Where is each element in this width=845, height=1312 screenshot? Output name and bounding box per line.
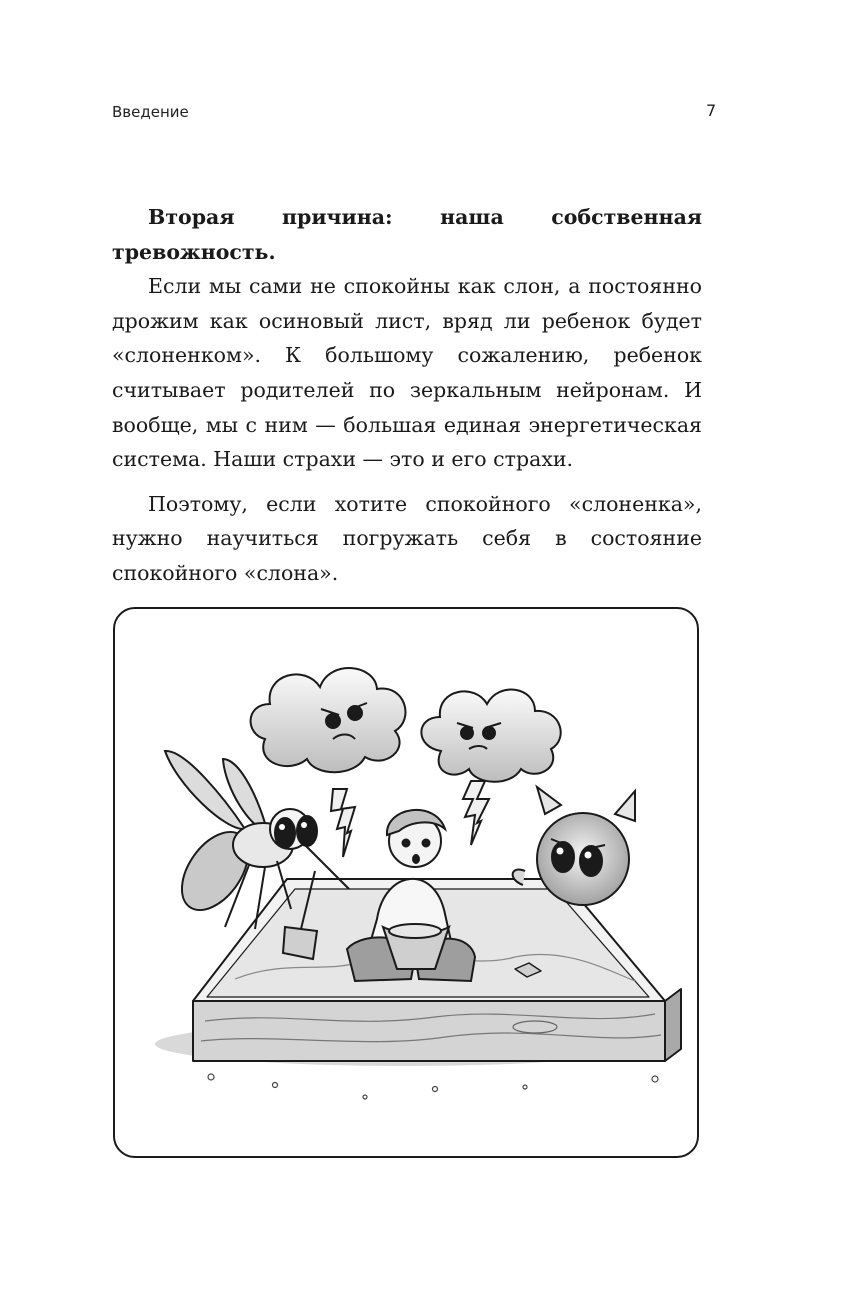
illustration-frame — [113, 607, 699, 1158]
angry-cloud-right — [421, 690, 560, 782]
angry-cloud-left — [251, 668, 406, 772]
running-head: Введение — [112, 103, 189, 121]
pebbles — [208, 1074, 658, 1099]
paragraph: Если мы сами не спокойны как слон, а постоянно дрожим как осиновый лист, вряд ли ребенок будет «слоненком». К большому сожалению, ребенок считывает родителей по зеркальным нейронам. И вообще, мы с ним — большая единая энергетическая система. Наши страхи — это и его страхи. — [112, 274, 702, 472]
paragraph-heading: Вторая причина: наша собственная тревожность. — [112, 205, 702, 264]
body-text — [112, 200, 702, 591]
sandbox-illustration — [115, 609, 697, 1156]
page-number: 7 — [706, 101, 717, 120]
lightning-right — [463, 781, 489, 845]
lightning-left — [331, 789, 355, 857]
paragraph: Поэтому, если хотите спокойного «слоненка», нужно научиться погружать себя в состояние спокойного «слона». — [112, 491, 702, 585]
